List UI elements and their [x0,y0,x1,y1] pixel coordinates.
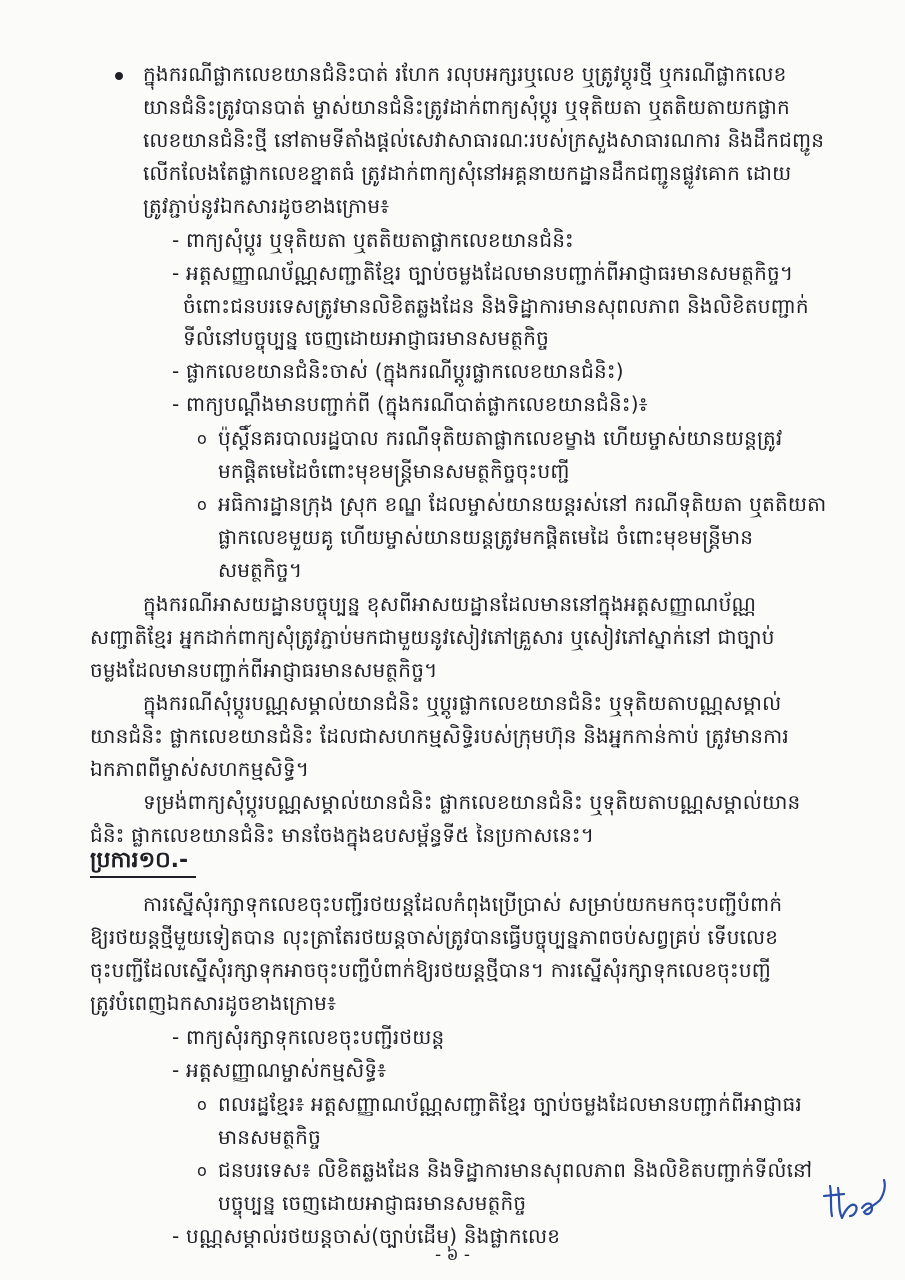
sub-bullet-icon: o [197,429,207,448]
sub-list-item: ប៉ុស្តិ៍នគរបាលរដ្ឋបាល ករណីទុតិយតាផ្លាកលេខម្ខាង ហើយម្ចាស់យានយន្តត្រូវ [218,426,783,450]
sub-list-item: អធិការដ្ឋានក្រុង ស្រុក ខណ្ឌ ដែលម្ចាស់យានយន្តរស់នៅ ករណីទុតិយតា ឬតតិយតា [218,492,827,516]
bullet-dot-icon [115,72,123,80]
sub-list-item: ពលរដ្ឋខ្មែរ៖ អត្តសញ្ញាណប័ណ្ណសញ្ជាតិខ្មែរ ច្បាប់ចម្លងដែលមានបញ្ជាក់ពីអាជ្ញាធរ [218,1092,802,1116]
list-item: - អត្តសញ្ញាណប័ណ្ណសញ្ជាតិខ្មែរ ច្បាប់ចម្លងដែលមានបញ្ជាក់ពីអាជ្ញាធរមានសមត្ថកិច្ច។ [172,261,794,285]
text-line: ទីលំនៅបច្ចុប្បន្ន ចេញដោយអាជ្ញាធរមានសមត្ថកិច្ច [183,326,550,350]
sub-list-item: ជនបរទេស៖ លិខិតឆ្លងដែន និងទិដ្ឋាការមានសុពលភាព និងលិខិតបញ្ជាក់ទីលំនៅ [218,1158,813,1182]
list-item: - អត្តសញ្ញាណម្ចាស់កម្មសិទ្ធិ៖ [172,1058,387,1082]
paragraph-line: ទម្រង់ពាក្យសុំប្ដូរបណ្ណសម្គាល់យានជំនិះ ផ្លាកលេខយានជំនិះ ឬទុតិយតាបណ្ណសម្គាល់យាន [143,790,801,814]
list-item: - ពាក្យសុំរក្សាទុកលេខចុះបញ្ជីរថយន្ត [172,1025,445,1049]
paragraph-line: ឯកភាពពីម្ចាស់សហកម្មសិទ្ធិ។ [90,757,310,781]
list-item: - ពាក្យសុំប្ដូរ ឬទុតិយតា ឬតតិយតាផ្លាកលេខយានជំនិះ [172,228,574,252]
article-heading: ប្រការ១០.- [90,848,189,873]
paragraph-line: ចុះបញ្ជីដែលស្នើសុំរក្សាទុកអាចចុះបញ្ជីបំពាក់ឱ្យរថយន្តថ្មីបាន។ ការស្នើសុំរក្សាទុកលេខចុះបញ្ជី [90,958,771,982]
list-item: - ផ្លាកលេខយានជំនិះចាស់ (ក្នុងករណីប្ដូរផ្លាកលេខយានជំនិះ) [172,359,624,383]
text-line: មកផ្ដិតមេដៃចំពោះមុខមន្ត្រីមានសមត្ថកិច្ចចុះបញ្ជី [218,459,570,483]
text-line: យានជំនិះត្រូវបានបាត់ ម្ចាស់យានជំនិះត្រូវដាក់ពាក្យសុំប្ដូរ ឬទុតិយតា ឬតតិយតាយកផ្លាក [143,95,790,119]
paragraph-line: ជំនិះ ផ្លាកលេខយានជំនិះ មានចែងក្នុងឧបសម្ព័ន្ធទី៥ នៃប្រកាសនេះ។ [90,823,595,847]
text-line: បច្ចុប្បន្ន ចេញដោយអាជ្ញាធរមានសមត្ថកិច្ច [218,1191,527,1215]
text-line: លេខយានជំនិះថ្មី នៅតាមទីតាំងផ្ដល់សេវាសាធារណៈរបស់ក្រសួងសាធារណការ និងដឹកជញ្ជូន [143,128,825,152]
paragraph-line: ក្នុងករណីអាសយដ្ឋានបច្ចុប្បន្ន ខុសពីអាសយដ្ឋានដែលមាននៅក្នុងអត្តសញ្ញាណប័ណ្ណ [143,592,757,616]
sub-bullet-icon: o [197,1095,207,1114]
page-number: - ៦ - [434,1245,471,1265]
list-item: - បណ្ណសម្គាល់រថយន្តចាស់(ច្បាប់ដើម) និងផ្លាកលេខ [172,1224,561,1248]
paragraph-line: ការស្នើសុំរក្សាទុកលេខចុះបញ្ជីរថយន្តដែលកំពុងប្រើប្រាស់ សម្រាប់យកមកចុះបញ្ជីបំពាក់ [143,892,783,916]
text-line: ផ្លាកលេខមួយគូ ហើយម្ចាស់យានយន្តត្រូវមកផ្ដិតមេដៃ ចំពោះមុខមន្ត្រីមាន [218,525,754,549]
text-line: មានសមត្ថកិច្ច [218,1125,321,1149]
handwritten-initials-signature-icon [822,1172,888,1224]
paragraph-line: ឱ្យរថយន្តថ្មីមួយទៀតបាន លុះត្រាតែរថយន្តចាស់ត្រូវបានធ្វើបច្ចុប្បន្នភាពចប់សព្វគ្រប់ ទើបលេខ [90,925,779,949]
paragraph-line: យានជំនិះ ផ្លាកលេខយានជំនិះ ដែលជាសហកម្មសិទ្ធិរបស់ក្រុមហ៊ុន និងអ្នកកាន់កាប់ ត្រូវមានការ [90,724,789,748]
text-line: សមត្ថកិច្ច។ [218,558,303,582]
text-line: ក្នុងករណីផ្លាកលេខយានជំនិះបាត់ រហែក រលុបអក្សរឬលេខ ឬត្រូវប្ដូរថ្មី ឬករណីផ្លាកលេខ [143,62,787,86]
text-line: ចំពោះជនបរទេសត្រូវមានលិខិតឆ្លងដែន និងទិដ្ឋាការមានសុពលភាព និងលិខិតបញ្ជាក់ [183,294,809,318]
list-item: - ពាក្យបណ្ដឹងមានបញ្ជាក់ពី (ក្នុងករណីបាត់ផ្លាកលេខយានជំនិះ)៖ [172,392,648,416]
paragraph-line: ចម្លងដែលមានបញ្ជាក់ពីអាជ្ញាធរមានសមត្ថកិច្ច។ [90,658,438,682]
text-line: លើកលែងតែផ្លាកលេខខ្នាតធំ ត្រូវដាក់ពាក្យសុំនៅអគ្គនាយកដ្ឋានដឹកជញ្ជូនផ្លូវគោក ដោយ [143,161,792,185]
heading-underline [90,876,196,878]
text-line: ត្រូវភ្ជាប់នូវឯកសារដូចខាងក្រោម៖ [143,194,390,218]
paragraph-line: ក្នុងករណីសុំប្ដូរបណ្ណសម្គាល់យានជំនិះ ឬប្ដូរផ្លាកលេខយានជំនិះ ឬទុតិយតាបណ្ណសម្គាល់ [143,691,782,715]
sub-bullet-icon: o [197,495,207,514]
paragraph-line: ត្រូវបំពេញឯកសារដូចខាងក្រោម៖ [90,991,337,1015]
sub-bullet-icon: o [197,1161,207,1180]
paragraph-line: សញ្ជាតិខ្មែរ អ្នកដាក់ពាក្យសុំត្រូវភ្ជាប់មកជាមួយនូវសៀវភៅគ្រួសារ ឬសៀវភៅស្នាក់នៅ ជាច្បាប់ [90,625,775,649]
